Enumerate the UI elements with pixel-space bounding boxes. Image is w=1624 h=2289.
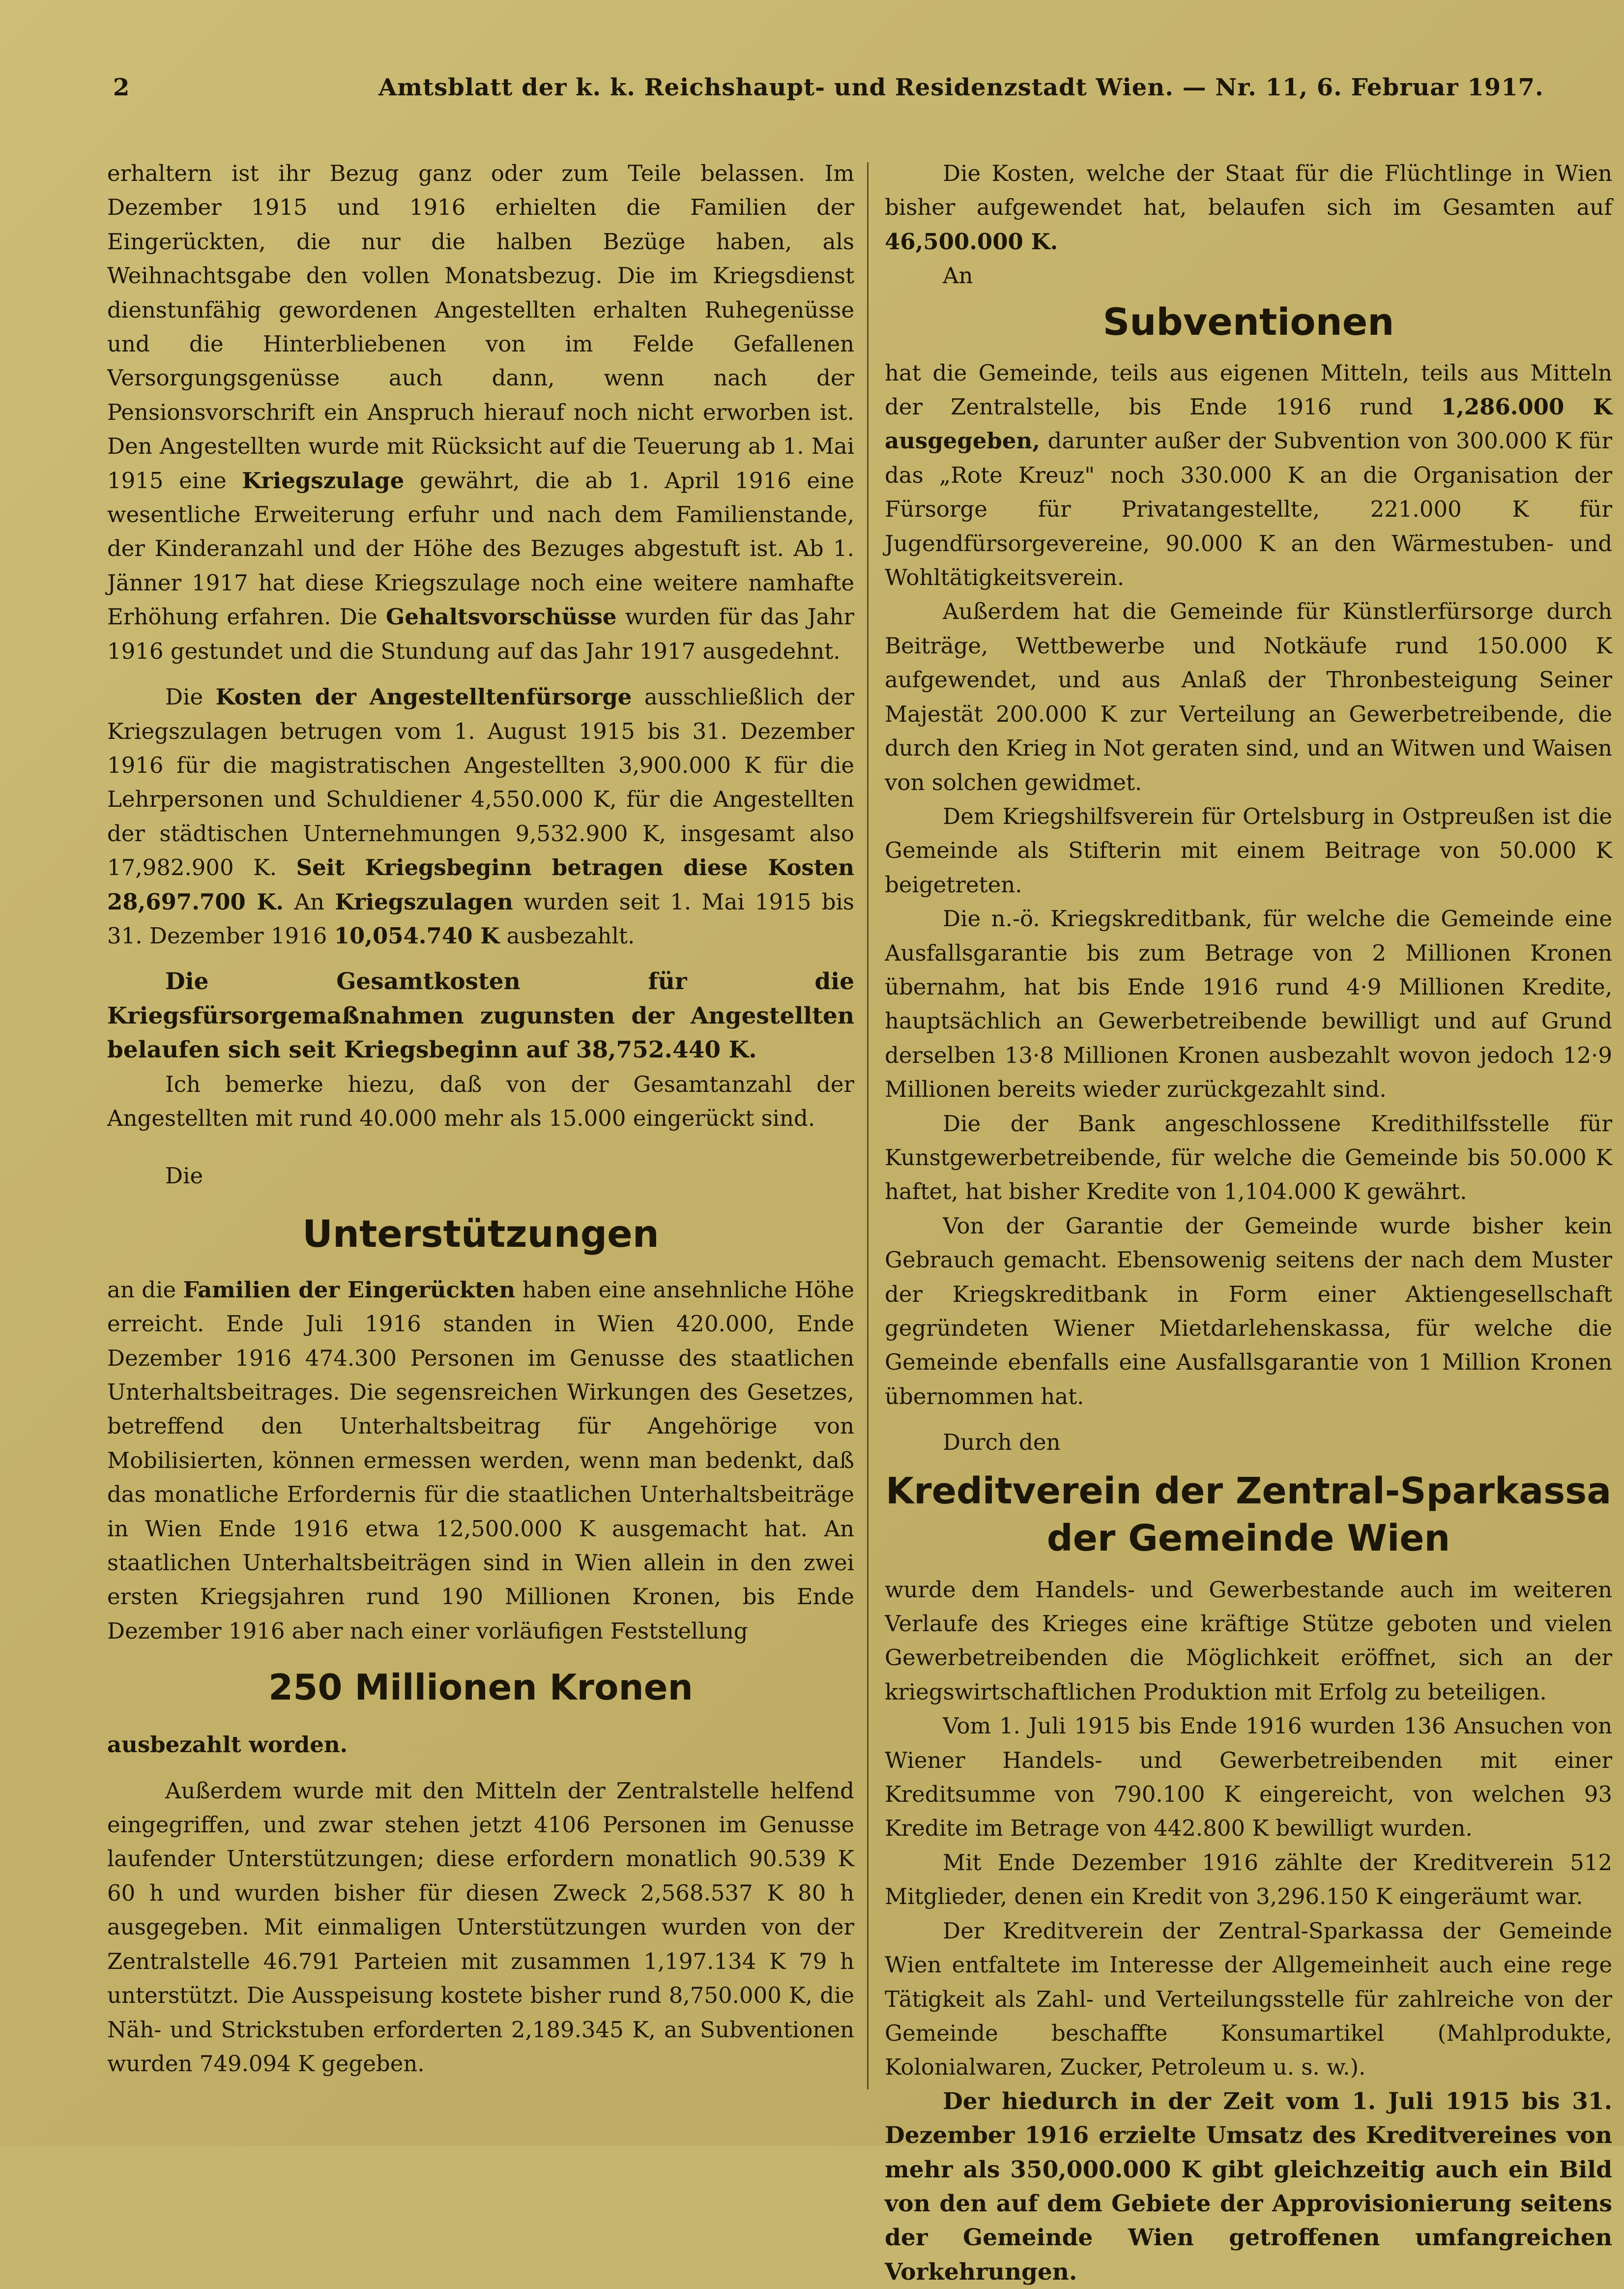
text-run: An [294,888,324,915]
paragraph-subventionen [885,356,1612,595]
bold-text: 10,054.740 K [334,922,500,949]
page-number: 2 [113,74,130,101]
text-run: an die [107,1276,176,1303]
paragraph-bemerkung: Ich bemerke hiezu, daß von der Gesamtanzahl der Angestellten mit rund 40.000 mehr als 15.000 eingerückt sind. [107,1071,854,1131]
left-column [107,156,854,2081]
paragraph-mitglieder: Mit Ende Dezember 1916 zählte der Kreditverein 512 Mitglieder, denen ein Kredit von 3,296.150 K eingeräumt war. [885,1849,1612,1910]
bold-text: Kosten der Angestelltenfürsorge [215,684,632,710]
lead-die: Die [165,1163,203,1189]
column-divider [867,162,869,2089]
paragraph-angestellte [107,156,854,668]
bold-text: Kriegszulagen [335,888,513,915]
text-run: ausschließlich der Kriegszulagen betrugen vom 1. August 1915 bis 31. Dezember 1916 für die magistratischen Angestellten 3,900.000 K für die Lehrpersonen und Schuldiener 4,550.000 K, für die Angestellten der städtischen Unternehmungen 9,532.900 K, insgesamt also 17,982.900 K. [107,684,854,881]
paragraph-gesamtkosten: Die Gesamtkosten für die Kriegsfürsorgemaßnahmen zugunsten der Angestellten belaufen sich seit Kriegsbeginn auf 38,752.440 K. [107,968,854,1064]
bold-text: 350,000.000 K [1010,2156,1202,2183]
heading-250-millionen: 250 Millionen Kronen [268,1667,693,1708]
heading-subventionen: Subventionen [1102,299,1394,344]
paragraph-kosten [107,680,854,953]
text-run: haben eine ansehnliche Höhe erreicht. Ende Juli 1916 standen in Wien 420.000, Ende Dezember 1916 474.300 Personen im Genusse des staatlichen Unterhaltsbeitrages. Die segensreichen Wirkungen des Gesetzes, betreffend den Unterhaltsbeitrag für Angehörige von Mobilisierten, können ermessen werden, wenn man bedenkt, daß das monatliche Erfordernis für die staatlichen Unterhaltsbeiträge in Wien Ende 1916 etwa 12,500.000 K ausgemacht hat. An staatlichen Unterhaltsbeiträgen sind in Wien allein in den zwei ersten Kriegsjahren rund 190 Millionen Kronen, bis Ende Dezember 1916 aber nach einer vorläufigen Feststellung [107,1276,855,1644]
text-run: gewährt, die ab 1. April 1916 eine wesentliche Erweiterung erfuhr und nach dem Familienstande, der Kinderanzahl und der Höhe des Bezuges abgestuft ist. Ab 1. Jänner 1917 hat diese Kriegszulage noch eine weitere namhafte Erhöhung erfahren. Die [107,467,854,630]
text-run: wurden seit 1. Mai 1915 bis 31. Dezember 1916 [107,888,854,949]
paragraph-ausbezahlt: ausbezahlt worden. [107,1731,348,1758]
paragraph-zahlstelle: Der Kreditverein der Zentral-Sparkassa der Gemeinde Wien entfaltete im Interesse der Allgemeinheit auch eine rege Tätigkeit als Zahl- und Verteilungsstelle für zahlreiche von der Gemeinde beschaffte Konsumartikel (Mahlprodukte, Kolonialwaren, Zucker, Petroleum u. s. w.). [885,1917,1612,2081]
paragraph-garantie: Von der Garantie der Gemeinde wurde bisher kein Gebrauch gemacht. Ebensowenig seitens der nach dem Muster der Kriegskreditbank in Form einer Aktiengesellschaft gegründeten Wiener Mietdarlehenskassa, für welche die Gemeinde ebenfalls eine Ausfallsgarantie von 1 Million Kronen übernommen hat. [885,1212,1612,1409]
bold-text: Kriegszulage [242,467,405,494]
text-run: gibt gleichzeitig auch ein Bild von den auf dem Gebiete der Approvisionierung seitens der Gemeinde Wien getroffenen umfangreichen Vorkehrungen. [885,2156,1612,2286]
paragraph-ortelsburg: Dem Kriegshilfsverein für Ortelsburg in Ostpreußen ist die Gemeinde als Stifterin mit einem Beitrage von 50.000 K beigetreten. [885,803,1612,898]
heading-kreditverein: Kreditverein der Zentral-Sparkassa der Gemeinde Wien [885,1469,1612,1559]
paragraph-familien [107,1273,854,1648]
bold-text: 46,500.000 K. [885,228,1058,255]
text-run: hat die Gemeinde, teils aus eigenen Mitteln, teils aus Mitteln der Zentralstelle, bis Ende 1916 rund [885,359,1612,420]
paragraph-kuenstlerfuersorge: Außerdem hat die Gemeinde für Künstlerfürsorge durch Beiträge, Wettbewerbe und Notkäufe rund 150.000 K aufgewendet, und aus Anlaß der Thronbesteigung Seiner Majestät 200.000 K zur Verteilung an Gewerbetreibende, die durch den Krieg in Not geraten sind, und an Witwen und Waisen von solchen gewidmet. [885,598,1612,795]
paragraph-handelsstand: wurde dem Handels- und Gewerbestande auch im weiteren Verlaufe des Krieges eine kräftige Stütze geboten und vielen Gewerbetreibenden die Möglichkeit eröffnet, sich an der kriegswirtschaftlichen Produktion mit Erfolg zu beteiligen. [885,1576,1612,1705]
paragraph-umsatz [885,2084,1612,2289]
text-run: ausbezahlt. [506,922,635,949]
right-column [885,156,1612,2289]
bold-text: Familien der Eingerückten [183,1276,516,1303]
paragraph-fluechtlinge [885,156,1612,259]
paragraph-kredithilfsstelle: Die der Bank angeschlossene Kredithilfsstelle für Kunstgewerbetreibende, für welche die Gemeinde bis 50.000 K haftet, hat bisher Kredite von 1,104.000 K gewährt. [885,1110,1612,1205]
text-run: erhaltern ist ihr Bezug ganz oder zum Teile belassen. Im Dezember 1915 und 1916 erhielten die Familien der Eingerückten, die nur die halben Bezüge haben, als Weihnachtsgabe den vollen Monatsbezug. Die im Kriegsdienst dienstunfähig gewordenen Angestellten erhalten Ruhegenüsse und die Hinterbliebenen von im Felde Gefallenen Versorgungsgenüsse auch dann, wenn nach der Pensionsvorschrift ein Anspruch hierauf noch nicht erworben ist. Den Angestellten wurde mit Rücksicht auf die Teuerung ab 1. Mai 1915 eine [107,160,854,494]
running-title: Amtsblatt der k. k. Reichshaupt- und Residenzstadt Wien. — Nr. 11, 6. Februar 1917. [378,74,1544,101]
text-run: wurden für das Jahr 1916 gestundet und die Stundung auf das Jahr 1917 ausgedehnt. [107,604,854,664]
bold-text: 1,286.000 K ausgegeben, [885,394,1612,454]
text-run: Der hiedurch in der Zeit vom 1. Juli 1915 bis 31. Dezember 1916 erzielte Umsatz des Kreditvereines von mehr als [885,2087,1612,2183]
bold-text: Gehaltsvorschüsse [385,604,617,630]
bold-text: Seit Kriegsbeginn betragen diese Kosten 28,697.700 K. [107,854,854,915]
paragraph-zentralstelle: Außerdem wurde mit den Mitteln der Zentralstelle helfend eingegriffen, und zwar stehen jetzt 4106 Personen im Genusse laufender Unterstützungen; diese erfordern monatlich 90.539 K 60 h und wurden bisher für diesen Zweck 2,568.537 K 80 h ausgegeben. Mit einmaligen Unterstützungen wurden von der Zentralstelle 46.791 Parteien mit zusammen 1,197.134 K 79 h unterstützt. Die Ausspeisung kostete bisher rund 8,750.000 K, die Näh- und Strickstuben erforderten 2,189.345 K, an Subventionen wurden 749.094 K gegeben. [107,1777,854,2077]
text-run: darunter außer der Subvention von 300.000 K für das „Rote Kreuz" noch 330.000 K an die Organisation der Fürsorge für Privatangestellte, 221.000 K für Jugendfürsorgevereine, 90.000 K an den Wärmestuben- und Wohltätigkeitsverein. [885,428,1612,591]
lead-an: An [943,263,973,289]
text-run: Die [165,684,203,710]
text-run: Die Kosten, welche der Staat für die Flüchtlinge in Wien bisher aufgewendet hat, belaufen sich im Gesamten auf [885,160,1612,221]
paragraph-ansuchen: Vom 1. Juli 1915 bis Ende 1916 wurden 136 Ansuchen von Wiener Handels- und Gewerbetreibenden mit einer Kreditsumme von 790.100 K eingereicht, von welchen 93 Kredite im Betrage von 442.800 K bewilligt wurden. [885,1713,1612,1842]
lead-durch-den: Durch den [943,1429,1061,1456]
heading-unterstuetzungen: Unterstützungen [302,1211,659,1256]
paragraph-kriegskreditbank: Die n.-ö. Kriegskreditbank, für welche die Gemeinde eine Ausfallsgarantie bis zum Betrage von 2 Millionen Kronen übernahm, hat bis Ende 1916 rund 4·9 Millionen Kredite, hauptsächlich an Gewerbetreibende bewilligt und auf Grund derselben 13·8 Millionen Kronen ausbezahlt wovon jedoch 12·9 Millionen bereits wieder zurückgezahlt sind. [885,906,1612,1103]
